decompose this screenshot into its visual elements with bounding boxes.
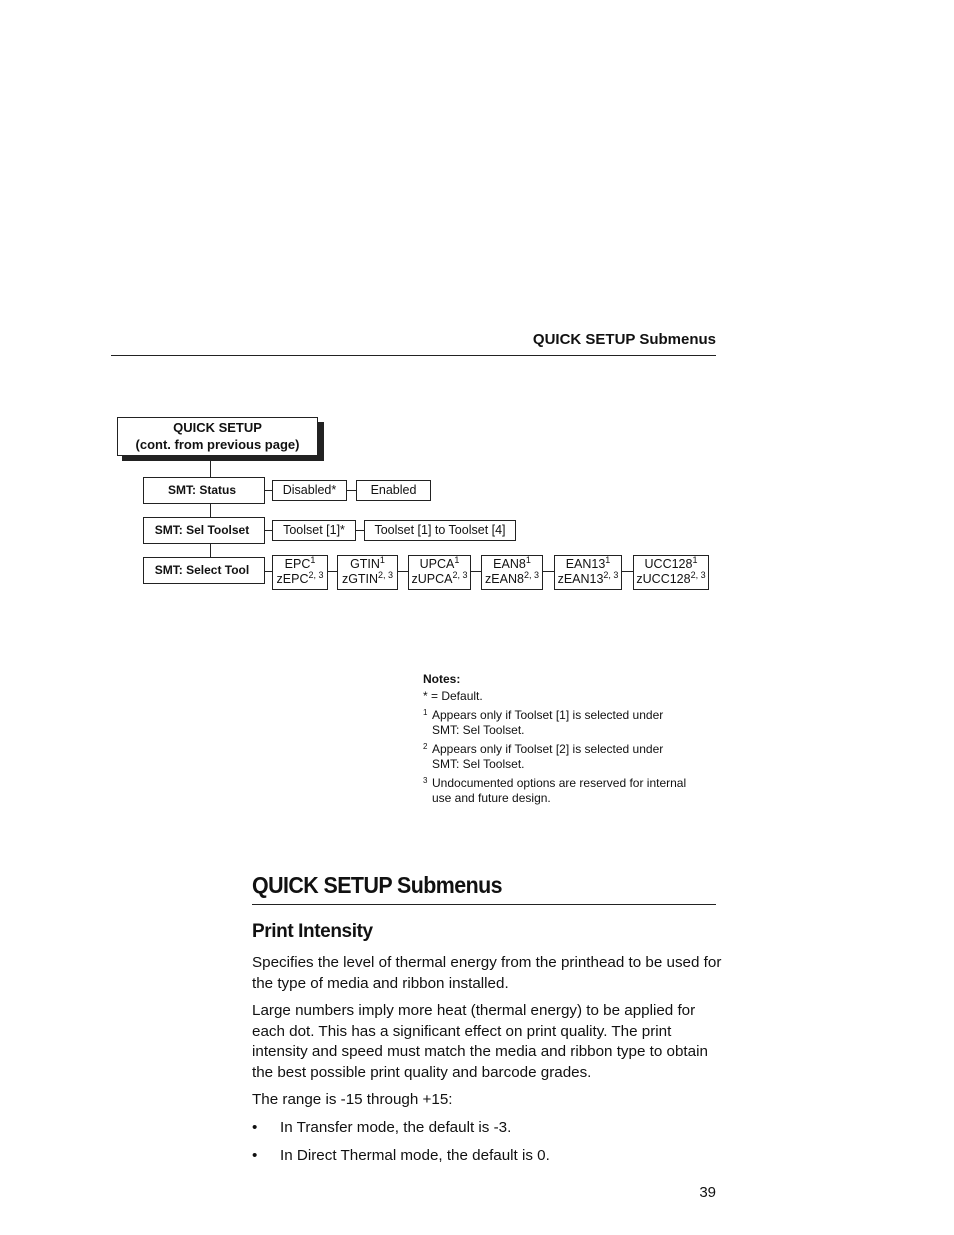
paragraph-2: Large numbers imply more heat (thermal energy) to be applied for each dot. This has a significant effect on print quality. The print intensity and speed must match the media and ribbon type to obtain the best possible print quality and barcode grades. [252, 1002, 708, 1081]
note-item [423, 708, 713, 738]
paragraph-3: The range is -15 through +15: [252, 1091, 453, 1108]
tool-footnote-ref: 1 [605, 554, 611, 565]
smt-select-tool-box: SMT: Select Tool [143, 557, 265, 584]
tool-footnote-ref: 2, 3 [308, 569, 324, 580]
note-text: use and future design. [432, 791, 551, 805]
root-line-2: (cont. from previous page) [135, 437, 300, 452]
running-header-title: QUICK SETUP Submenus [532, 331, 716, 348]
tool-option-ean13 [554, 555, 622, 590]
notes-default: * = Default. [423, 689, 483, 703]
tool-zname: zUCC128 [636, 572, 691, 586]
tool-option-ean8 [481, 555, 543, 590]
connector-tool [622, 571, 633, 572]
status-option-disabled: Disabled* [272, 480, 347, 501]
tool-zname: zEAN8 [485, 572, 524, 586]
connector-tool [543, 571, 554, 572]
tool-name: EPC [284, 557, 311, 571]
page-number: 39 [699, 1184, 716, 1201]
tool-option-upca [408, 555, 471, 590]
bullet-icon: • [252, 1119, 258, 1136]
connector-tool [471, 571, 481, 572]
diagram-notes [423, 672, 713, 806]
note-text: Appears only if Toolset [2] is selected under [432, 742, 664, 756]
tool-footnote-ref: 2, 3 [378, 569, 394, 580]
connector-tool-epc [265, 571, 272, 572]
note-text: SMT: Sel Toolset. [432, 757, 525, 771]
tool-option-gtin [337, 555, 398, 590]
bullet-text: In Direct Thermal mode, the default is 0. [280, 1147, 550, 1164]
note-number: 1 [423, 708, 428, 717]
toolset-option-default: Toolset [1]* [272, 520, 356, 541]
note-item [423, 742, 713, 772]
tool-option-ucc128 [633, 555, 709, 590]
section-rule [252, 904, 716, 905]
connector-status-toolset [210, 503, 211, 517]
header-rule [111, 355, 716, 356]
tool-name: UPCA [419, 557, 455, 571]
tool-footnote-ref: 1 [692, 554, 698, 565]
connector-tool [328, 571, 337, 572]
tool-footnote-ref: 1 [310, 554, 316, 565]
bullet-text: In Transfer mode, the default is -3. [280, 1119, 512, 1136]
section-title: QUICK SETUP Submenus [252, 872, 502, 898]
tool-footnote-ref: 1 [379, 554, 385, 565]
tool-footnote-ref: 2, 3 [452, 569, 468, 580]
smt-status-box: SMT: Status [143, 477, 265, 504]
toolset-option-range: Toolset [1] to Toolset [4] [364, 520, 516, 541]
quick-setup-root-box [117, 417, 318, 456]
tool-zname: zEPC [276, 572, 309, 586]
note-item [423, 776, 713, 806]
connector-tool [398, 571, 408, 572]
connector-status-opt2 [347, 490, 356, 491]
subsection-title: Print Intensity [252, 921, 373, 942]
tool-footnote-ref: 1 [454, 554, 460, 565]
connector-status-opt1 [265, 490, 272, 491]
smt-sel-toolset-box: SMT: Sel Toolset [143, 517, 265, 544]
bullet-item [252, 1118, 511, 1138]
tool-footnote-ref: 2, 3 [603, 569, 619, 580]
bullet-item [252, 1146, 550, 1166]
note-text: SMT: Sel Toolset. [432, 723, 525, 737]
tool-name: EAN13 [565, 557, 606, 571]
notes-title: Notes: [423, 672, 461, 686]
root-line-1: QUICK SETUP [173, 420, 262, 435]
tool-option-epc [272, 555, 328, 590]
paragraph-1: Specifies the level of thermal energy from the printhead to be used for the type of media and ribbon installed. [252, 954, 722, 992]
connector-toolset-opt2 [356, 530, 364, 531]
note-text: Appears only if Toolset [1] is selected under [432, 708, 664, 722]
tool-footnote-ref: 1 [525, 554, 531, 565]
note-number: 2 [423, 742, 428, 751]
tool-footnote-ref: 2, 3 [690, 569, 706, 580]
note-text: Undocumented options are reserved for internal [432, 776, 687, 790]
tool-footnote-ref: 2, 3 [523, 569, 539, 580]
tool-name: EAN8 [493, 557, 526, 571]
bullet-icon: • [252, 1147, 258, 1164]
connector-toolset-tool [210, 544, 211, 557]
tool-name: GTIN [350, 557, 380, 571]
connector-toolset-opt1 [265, 530, 272, 531]
status-option-enabled: Enabled [356, 480, 431, 501]
note-number: 3 [423, 776, 428, 785]
tool-zname: zEAN13 [557, 572, 604, 586]
tool-name: UCC128 [644, 557, 693, 571]
connector-root-status [210, 461, 211, 477]
tool-zname: zUPCA [411, 572, 453, 586]
tool-zname: zGTIN [341, 572, 379, 586]
